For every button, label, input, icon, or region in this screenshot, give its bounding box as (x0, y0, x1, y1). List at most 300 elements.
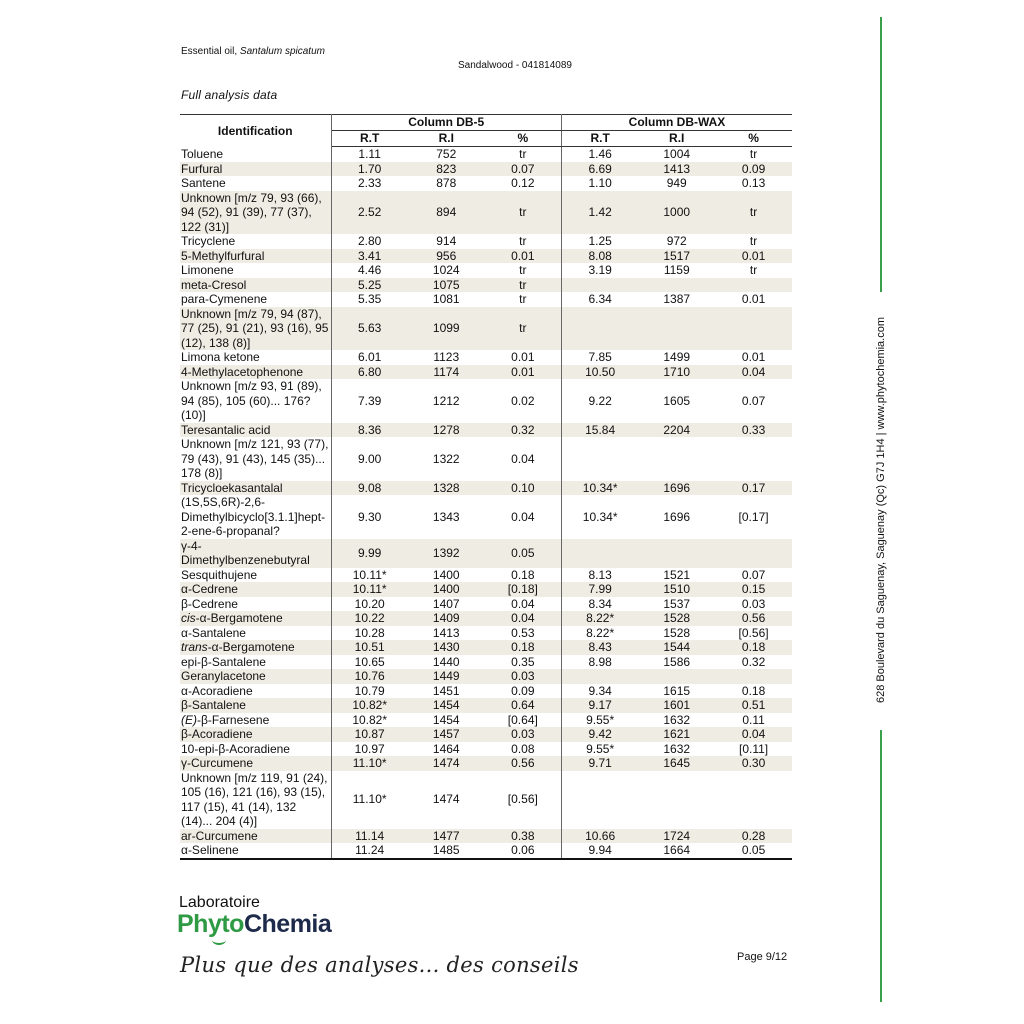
identification-header: Identification (180, 115, 331, 147)
compound-name (180, 162, 331, 177)
db5-rt-cell: 9.00 (357, 451, 382, 466)
dbwax-rt-cell: 8.22* (561, 626, 638, 641)
db5-rt-cell: 6.01 (357, 350, 382, 364)
dbwax-pct-cell: 0.07 (741, 393, 766, 408)
compound-name (180, 278, 331, 293)
tagline: Plus que des analyses... des conseils (180, 953, 579, 977)
db5-pct-cell: 0.38 (485, 829, 562, 844)
table-row (180, 292, 792, 307)
db5-pct-cell: 0.01 (485, 365, 562, 380)
db5-pct-cell: 0.18 (485, 640, 562, 655)
db5-ri-cell: 1024 (432, 263, 460, 277)
table-row (180, 147, 792, 162)
db5-pct-cell: 0.12 (511, 176, 535, 190)
dbwax-rt-cell: 10.34* (561, 481, 638, 496)
db5-rt-cell: 10.97 (354, 741, 385, 756)
compound-name (180, 756, 331, 771)
compound-name-text: Unknown [m/z 93, 91 (89), 94 (85), 105 (60)... 176? (10)] (181, 379, 322, 422)
compound-name-text: ar-Curcumene (181, 828, 258, 843)
compound-name-text: Unknown [m/z 119, 91 (24), 105 (16), 121 (16), 93 (15), 117 (15), 41 (14), 132 (14)... 204 (4)] (181, 770, 328, 828)
compound-name-text: Sesquithujene (181, 567, 258, 582)
compound-name-text: meta-Cresol (181, 277, 247, 292)
table-row (180, 249, 792, 264)
compound-name-text: Limonene (181, 263, 234, 277)
db5-pct-cell: tr (519, 147, 527, 161)
dbwax-rt-cell: 3.19 (561, 263, 638, 278)
compound-name-text: γ-Curcumene (181, 756, 254, 770)
db5-pct-cell: 0.06 (511, 843, 535, 857)
db5-ri-cell: 1474 (408, 756, 485, 771)
dbwax-pct-cell: [0.11] (739, 741, 769, 756)
db5-pct-cell: 0.35 (511, 654, 535, 669)
compound-name-text: α-Cedrene (181, 582, 238, 596)
db5-rt-cell: 9.08 (331, 481, 408, 496)
dbwax-pct-cell: 0.09 (715, 162, 792, 177)
db5-rt-cell: 1.70 (331, 162, 408, 177)
dbwax-ri-cell: 1537 (663, 596, 691, 611)
compound-name-text: γ-4-Dimethylbenzenebutyral (181, 538, 310, 567)
db5-rt-cell: 10.65 (354, 654, 385, 669)
dbwax-ri-cell: 1528 (663, 625, 691, 640)
db5-ri-cell: 1343 (432, 509, 460, 524)
db5-ri-cell: 1409 (408, 611, 485, 626)
compound-name-text: α-Santalene (181, 625, 246, 640)
compound-name (180, 249, 331, 264)
compound-name (180, 655, 331, 670)
table-row (180, 307, 792, 351)
dbwax-rt-cell: 8.98 (561, 655, 638, 670)
table-row (180, 539, 792, 568)
db5-rt-cell: 8.36 (331, 423, 408, 438)
dbwax-rt-cell: 10.34* (561, 495, 638, 539)
db5-rt-cell: 5.63 (331, 307, 408, 351)
db5-pct-cell: [0.56] (507, 792, 538, 807)
dbwax-ri-cell: 1004 (663, 147, 691, 161)
db5-ri-cell: 914 (436, 234, 457, 248)
dbwax-rt-cell: 7.99 (561, 582, 638, 597)
dbwax-ri-cell: 2204 (638, 423, 715, 438)
dbwax-pct-cell: 0.01 (741, 350, 766, 364)
dbwax-pct-cell (715, 771, 792, 829)
db5-ri-cell: 1440 (432, 654, 460, 669)
table-row (180, 727, 792, 742)
db5-rt-cell: 3.41 (331, 249, 408, 264)
compound-name (180, 481, 331, 496)
db5-ri-cell: 1407 (432, 596, 460, 611)
logo-leaf-icon (212, 935, 226, 945)
table-row (180, 350, 792, 365)
document-subject (181, 46, 325, 57)
compound-name (180, 843, 331, 859)
compound-name (180, 582, 331, 597)
db5-ri-cell: 1454 (432, 712, 460, 727)
dbwax-pct-cell: tr (749, 234, 758, 248)
db5-ri-cell: 1174 (408, 365, 485, 380)
table-row (180, 829, 792, 844)
dbwax-rt-cell: 1.25 (561, 234, 638, 249)
dbwax-pct-header: % (715, 131, 792, 147)
db5-ri-cell: 1322 (432, 451, 460, 466)
compound-name-italic: (E) (181, 712, 197, 727)
dbwax-rt-cell (561, 539, 638, 568)
dbwax-pct-cell: 0.01 (741, 292, 766, 306)
dbwax-ri-cell: 1724 (638, 829, 715, 844)
db5-pct-cell: 0.03 (485, 669, 562, 684)
page-number: Page 9/12 (737, 951, 788, 963)
dbwax-rt-cell: 9.34 (561, 684, 638, 699)
dbwax-ri-cell (638, 539, 715, 568)
dbwax-ri-cell: 1413 (638, 162, 715, 177)
compound-name (180, 350, 331, 365)
dbwax-rt-cell: 8.08 (561, 249, 638, 264)
db5-rt-cell: 9.99 (331, 539, 408, 568)
compound-name-text: β-Acoradiene (181, 727, 253, 741)
db5-rt-cell: 1.11 (358, 147, 381, 161)
compound-name-text: para-Cymenene (181, 292, 268, 306)
db5-pct-cell: 0.18 (511, 567, 535, 582)
dbwax-pct-cell: 0.04 (715, 727, 792, 742)
dbwax-rt-cell: 9.55* (561, 713, 638, 728)
db5-pct-cell: 0.32 (485, 423, 562, 438)
table-row (180, 481, 792, 496)
compound-name-text: 4-Methylacetophenone (181, 364, 304, 379)
compound-name-text: (1S,5S,6R)-2,6-Dimethylbicyclo[3.1.1]hept-2-ene-6-propanal? (181, 495, 326, 538)
db5-pct-cell: 0.09 (511, 683, 535, 698)
compound-name-text: 5-Methylfurfural (181, 248, 265, 263)
dbwax-pct-cell (715, 539, 792, 568)
logo-laboratoire: Laboratoire (179, 894, 260, 911)
dbwax-pct-cell: tr (749, 263, 758, 277)
dbwax-ri-cell: 1645 (638, 756, 715, 771)
dbwax-ri-cell: 1664 (663, 843, 691, 857)
dbwax-ri-cell: 1517 (638, 249, 715, 264)
compound-name (180, 713, 331, 728)
db5-rt-cell: 10.87 (331, 727, 408, 742)
dbwax-pct-cell: [0.56] (738, 625, 769, 640)
db5-pct-cell: [0.18] (485, 582, 562, 597)
db5-pct-cell: 0.56 (485, 756, 562, 771)
dbwax-rt-cell: 9.42 (561, 727, 638, 742)
subject-species: Santalum spicatum (239, 46, 325, 57)
db5-rt-cell: 11.14 (331, 829, 408, 844)
db5-pct-cell: 0.08 (511, 741, 535, 756)
dbwax-ri-cell: 1387 (663, 292, 691, 306)
db5-ri-cell: 878 (436, 176, 457, 190)
db5-rt-cell: 11.10* (352, 792, 387, 807)
db5-pct-cell: tr (485, 278, 562, 293)
db5-rt-cell: 2.33 (357, 176, 382, 190)
compound-name-text: β-Cedrene (181, 596, 238, 611)
compound-name-text: Teresantalic acid (181, 422, 271, 437)
compound-name-italic: trans (181, 640, 208, 654)
db5-pct-cell: tr (519, 292, 527, 306)
compound-name-text: Tricycloekasantalal (181, 480, 283, 495)
db5-ri-cell: 1099 (408, 307, 485, 351)
compound-name-text: 10-epi-β-Acoradiene (181, 741, 290, 756)
accent-line-bottom (880, 730, 882, 1002)
db5-ri-cell: 1328 (408, 481, 485, 496)
db5-pct-cell: 0.04 (485, 611, 562, 626)
dbwax-ri-cell: 949 (666, 176, 687, 190)
section-title: Full analysis data (181, 88, 278, 102)
db5-rt-cell: 11.24 (355, 843, 385, 857)
db5-pct-cell: 0.07 (485, 162, 562, 177)
dbwax-rt-cell: 6.69 (561, 162, 638, 177)
db5-rt-cell: 10.51 (331, 640, 408, 655)
table-row (180, 756, 792, 771)
dbwax-ri-cell: 1528 (638, 611, 715, 626)
sample-id: Sandalwood - 041814089 (458, 60, 572, 71)
dbwax-pct-cell (715, 669, 792, 684)
dbwax-pct-cell: 0.05 (741, 843, 766, 857)
dbwax-pct-cell: tr (715, 191, 792, 235)
compound-name-text: Limona ketone (181, 350, 260, 364)
dbwax-pct-cell (715, 307, 792, 351)
table-row (180, 176, 792, 191)
dbwax-ri-cell (638, 669, 715, 684)
db5-ri-cell: 1400 (432, 567, 460, 582)
compound-name (180, 539, 331, 568)
dbwax-ri-cell: 1710 (638, 365, 715, 380)
dbwax-ri-cell (638, 278, 715, 293)
compound-name (180, 379, 331, 423)
dbwax-ri-cell: 1605 (663, 393, 691, 408)
dbwax-ri-cell: 1499 (663, 350, 691, 364)
dbwax-ri-cell: 1615 (663, 683, 691, 698)
db5-ri-cell: 1454 (408, 698, 485, 713)
db5-pct-cell: 0.04 (511, 596, 535, 611)
dbwax-pct-cell: 0.03 (741, 596, 766, 611)
compound-name (180, 307, 331, 351)
dbwax-ri-cell: 1000 (638, 191, 715, 235)
db5-rt-cell: 10.76 (331, 669, 408, 684)
compound-name-text: Furfural (181, 161, 223, 176)
compound-name-text: Tricyclene (181, 234, 236, 248)
db5-pct-cell: 0.02 (511, 393, 535, 408)
db5-ri-cell: 1451 (432, 683, 460, 698)
dbwax-rt-cell: 1.46 (561, 147, 638, 162)
db5-pct-cell: 0.10 (485, 481, 562, 496)
compound-name (180, 292, 331, 307)
compound-name (180, 727, 331, 742)
db5-ri-cell: 1449 (408, 669, 485, 684)
compound-name-text: Unknown [m/z 121, 93 (77), 79 (43), 91 (43), 145 (35)... 178 (8)] (181, 437, 329, 480)
dbwax-rt-cell: 15.84 (561, 423, 638, 438)
db5-pct-cell: [0.64] (507, 712, 538, 727)
dbwax-rt-cell (561, 307, 638, 351)
db5-rt-cell: 5.35 (357, 292, 382, 306)
dbwax-pct-cell (715, 278, 792, 293)
compound-name-text: Geranylacetone (181, 669, 266, 683)
logo-phytochemia (177, 910, 331, 939)
db5-rt-cell: 10.82* (331, 698, 408, 713)
dbwax-ri-cell: 1544 (638, 640, 715, 655)
compound-name-text: -α-Bergamotene (195, 611, 283, 625)
db5-rt-cell: 10.20 (354, 596, 385, 611)
table-row (180, 162, 792, 177)
dbwax-ri-cell: 1586 (663, 654, 691, 669)
table-row (180, 278, 792, 293)
dbwax-rt-cell: 10.50 (561, 365, 638, 380)
dbwax-pct-cell: 0.17 (715, 481, 792, 496)
db5-rt-cell: 11.10* (331, 756, 408, 771)
db5-ri-cell: 823 (408, 162, 485, 177)
dbwax-ri-cell (638, 437, 715, 481)
dbwax-pct-cell: 0.11 (742, 712, 765, 727)
table-row (180, 437, 792, 481)
compound-name (180, 698, 331, 713)
db5-ri-cell: 1278 (408, 423, 485, 438)
compound-name-text: -β-Farnesene (197, 712, 270, 727)
compound-name (180, 669, 331, 684)
table-row (180, 742, 792, 757)
dbwax-pct-cell: tr (749, 147, 758, 161)
db5-rt-cell: 10.28 (354, 625, 385, 640)
db5-ri-cell: 1413 (432, 625, 460, 640)
db5-pct-cell: tr (519, 234, 527, 248)
db5-rt-cell: 10.11* (352, 567, 387, 582)
db5-ri-cell: 1430 (408, 640, 485, 655)
db5-ri-cell: 1400 (408, 582, 485, 597)
db5-rt-cell: 7.39 (357, 393, 382, 408)
dbwax-pct-cell (715, 437, 792, 481)
compound-name (180, 495, 331, 539)
dbwax-pct-cell: 0.33 (715, 423, 792, 438)
table-row (180, 640, 792, 655)
subject-prefix: Essential oil, (181, 46, 240, 57)
table-row (180, 684, 792, 699)
db5-ri-cell: 1081 (432, 292, 460, 306)
compound-name-italic: cis (181, 611, 196, 625)
compound-name-text: α-Selinene (181, 843, 239, 857)
logo-part-3: Chemia (243, 910, 332, 938)
db5-rt-header: R.T (331, 131, 408, 147)
dbwax-rt-header: R.T (561, 131, 638, 147)
compound-name-text: -α-Bergamotene (207, 640, 295, 654)
compound-name (180, 176, 331, 191)
db5-rt-cell: 2.80 (357, 234, 382, 248)
db5-rt-cell: 4.46 (357, 263, 382, 277)
compound-name (180, 829, 331, 844)
db5-pct-cell: tr (485, 307, 562, 351)
table-row (180, 191, 792, 235)
dbwax-pct-cell: 0.28 (715, 829, 792, 844)
dbwax-rt-cell: 8.22* (561, 611, 638, 626)
dbwax-group-header: Column DB-WAX (561, 115, 792, 131)
compound-name (180, 365, 331, 380)
dbwax-rt-cell: 1.42 (561, 191, 638, 235)
analysis-table-container (180, 114, 792, 860)
dbwax-rt-cell: 7.85 (561, 350, 638, 365)
dbwax-pct-cell: 0.13 (741, 176, 766, 190)
compound-name (180, 597, 331, 612)
compound-name-text: Unknown [m/z 79, 93 (66), 94 (52), 91 (39), 77 (37), 122 (31)] (181, 190, 322, 234)
dbwax-pct-cell: 0.32 (741, 654, 766, 669)
db5-ri-cell: 752 (436, 147, 457, 161)
dbwax-pct-cell: 0.04 (715, 365, 792, 380)
compound-name (180, 423, 331, 438)
db5-rt-cell: 10.11* (331, 582, 408, 597)
table-row (180, 263, 792, 278)
table-row (180, 568, 792, 583)
table-row (180, 234, 792, 249)
dbwax-pct-cell: 0.18 (715, 640, 792, 655)
compound-name (180, 684, 331, 699)
table-row (180, 669, 792, 684)
table-row (180, 698, 792, 713)
dbwax-pct-cell: 0.01 (715, 249, 792, 264)
compound-name-text: α-Acoradiene (181, 683, 253, 698)
dbwax-ri-cell: 1632 (663, 712, 691, 727)
dbwax-ri-cell: 972 (666, 234, 687, 248)
dbwax-pct-cell: 0.51 (715, 698, 792, 713)
compound-name-text: Santene (181, 176, 226, 190)
table-row (180, 713, 792, 728)
dbwax-pct-cell: 0.56 (715, 611, 792, 626)
compound-name (180, 611, 331, 626)
db5-ri-cell: 956 (408, 249, 485, 264)
compound-name (180, 147, 331, 162)
db5-pct-cell: tr (485, 191, 562, 235)
dbwax-rt-cell: 8.43 (561, 640, 638, 655)
dbwax-rt-cell: 8.34 (561, 597, 638, 612)
db5-ri-cell: 1123 (433, 350, 460, 364)
dbwax-ri-cell: 1159 (663, 263, 690, 277)
db5-ri-cell: 1392 (408, 539, 485, 568)
dbwax-rt-cell (561, 669, 638, 684)
db5-pct-cell: 0.01 (511, 350, 535, 364)
table-row (180, 582, 792, 597)
dbwax-rt-cell: 8.13 (561, 568, 638, 583)
db5-pct-cell: 0.01 (485, 249, 562, 264)
db5-pct-cell: tr (519, 263, 527, 277)
compound-name (180, 191, 331, 235)
logo-part-1: Phy (177, 910, 222, 938)
compound-name (180, 742, 331, 757)
compound-name (180, 437, 331, 481)
compound-name (180, 568, 331, 583)
compound-name (180, 626, 331, 641)
db5-ri-cell: 1457 (408, 727, 485, 742)
dbwax-pct-cell: 0.15 (715, 582, 792, 597)
compound-name-text: Toluene (181, 146, 224, 161)
db5-pct-cell: 0.53 (511, 625, 535, 640)
table-body (180, 147, 792, 859)
db5-rt-cell: 10.82* (352, 712, 388, 727)
dbwax-rt-cell: 9.55* (561, 742, 638, 757)
db5-ri-cell: 1485 (432, 843, 460, 857)
db5-ri-cell: 1477 (408, 829, 485, 844)
dbwax-ri-cell: 1510 (638, 582, 715, 597)
compound-name (180, 234, 331, 249)
db5-pct-cell: 0.04 (511, 451, 535, 466)
table-row (180, 365, 792, 380)
dbwax-rt-cell: 1.10 (561, 176, 638, 191)
db5-pct-cell: 0.64 (485, 698, 562, 713)
db5-rt-cell: 10.79 (354, 683, 385, 698)
dbwax-pct-cell: 0.18 (741, 683, 766, 698)
accent-line-top (880, 17, 882, 292)
db5-group-header: Column DB-5 (331, 115, 561, 131)
dbwax-ri-cell: 1621 (638, 727, 715, 742)
table-row (180, 626, 792, 641)
dbwax-rt-cell: 10.66 (561, 829, 638, 844)
table-row (180, 771, 792, 829)
table-row (180, 495, 792, 539)
db5-ri-cell: 1474 (432, 792, 460, 807)
dbwax-ri-cell: 1696 (663, 509, 691, 524)
compound-name (180, 771, 331, 829)
